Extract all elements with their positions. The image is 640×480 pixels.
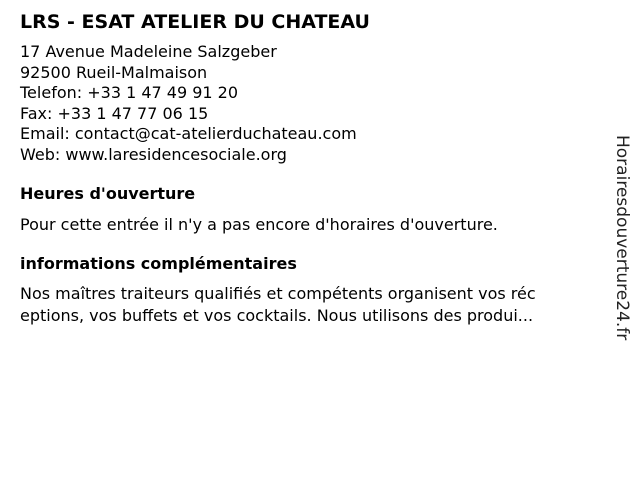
street-address: 17 Avenue Madeleine Salzgeber (20, 42, 277, 61)
business-listing (20, 10, 600, 327)
additional-info-description (20, 283, 600, 327)
business-title: LRS - ESAT ATELIER DU CHATEAU (20, 11, 370, 33)
additional-info-heading: informations complémentaires (20, 254, 297, 273)
opening-hours-heading: Heures d'ouverture (20, 184, 196, 203)
description-line: Nos maîtres traiteurs qualifiés et compétents organisent vos réc (20, 284, 536, 303)
email-address: Email: contact@cat-atelierduchateau.com (20, 124, 357, 143)
phone-number: Telefon: +33 1 47 49 91 20 (20, 83, 239, 102)
contact-details (20, 42, 600, 165)
website-address: Web: www.laresidencesociale.org (20, 144, 287, 164)
opening-hours-text: Pour cette entrée il n'y a pas encore d'horaires d'ouverture. (20, 215, 498, 234)
site-watermark: Horairesdouverture24.fr (612, 135, 632, 341)
fax-number: Fax: +33 1 47 77 06 15 (20, 103, 209, 123)
description-line: eptions, vos buffets et vos cocktails. Nous utilisons des produi... (20, 306, 534, 325)
postal-city: 92500 Rueil-Malmaison (20, 62, 208, 82)
